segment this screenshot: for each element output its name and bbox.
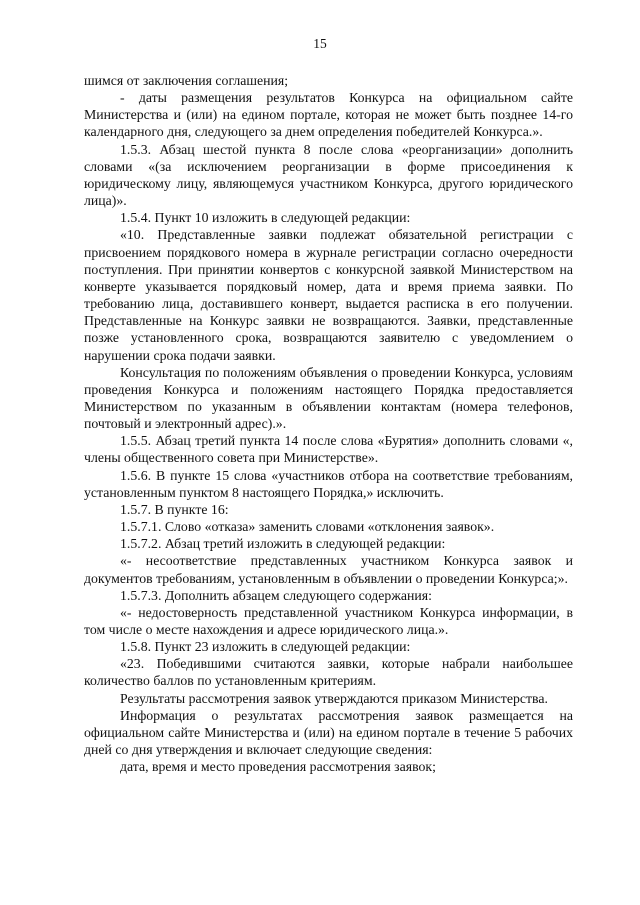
document-body bbox=[84, 72, 573, 775]
paragraph-continuation: шимся от заключения соглашения; bbox=[84, 73, 289, 88]
paragraph: «- недостоверность представленной участником Конкурса информации, в том числе о месте нахождения и адресе юридического лица.». bbox=[84, 604, 573, 637]
paragraph: Информация о результатах рассмотрения заявок размещается на официальном сайте Министерства и (или) на едином портале в течение 5 рабочих дней со дня утверждения и включает следующие сведения: bbox=[84, 707, 573, 758]
paragraph: дата, время и место проведения рассмотрения заявок; bbox=[120, 759, 436, 775]
paragraph: «- несоответствие представленных участником Конкурса заявок и документов требованиям, установленным в объявлении о проведении Конкурса;». bbox=[84, 553, 573, 586]
paragraph: «23. Победившими считаются заявки, которые набрали наибольшее количество баллов по установленным критериям. bbox=[84, 656, 573, 689]
paragraph: 1.5.3. Абзац шестой пункта 8 после слова «реорганизации» дополнить словами «(за исключением реорганизации в форме присоединения к юридическому лицу, являющемуся участником Конкурса, другого юридического лица)». bbox=[84, 141, 573, 209]
paragraph: 1.5.5. Абзац третий пункта 14 после слова «Бурятия» дополнить словами «, члены общественного совета при Министерстве». bbox=[84, 433, 573, 466]
paragraph: Консультация по положениям объявления о проведении Конкурса, условиям проведения Конкурса и положениям настоящего Порядка предоставляется Министерством по указанным в объявлении контактам (номера телефонов, почтовый и электронный адрес).». bbox=[84, 364, 573, 432]
paragraph: «10. Представленные заявки подлежат обязательной регистрации с присвоением порядкового номера в журнале регистрации согласно очередности поступления. При принятии конвертов с конкурсной заявкой Министерством на конверте указывается порядковый номер, дата и время приема заявки. По требованию лица, доставившего конверт, выдается расписка в его получении. Представленные на Конкурс заявки не возвращаются. Заявки, представленные позже установленного срока, возвращаются заявителю с уведомлением о нарушении срока подачи заявки. bbox=[84, 227, 573, 363]
paragraph: 1.5.7. В пункте 16: bbox=[120, 501, 229, 517]
paragraph: 1.5.6. В пункте 15 слова «участников отбора на соответствие требованиям, установленным пунктом 8 настоящего Порядка,» исключить. bbox=[84, 467, 573, 500]
page-number: 15 bbox=[313, 36, 327, 51]
paragraph: 1.5.8. Пункт 23 изложить в следующей редакции: bbox=[120, 639, 411, 655]
paragraph: 1.5.7.3. Дополнить абзацем следующего содержания: bbox=[120, 587, 432, 603]
paragraph: 1.5.4. Пункт 10 изложить в следующей редакции: bbox=[120, 210, 411, 226]
paragraph: 1.5.7.1. Слово «отказа» заменить словами «отклонения заявок». bbox=[120, 519, 495, 535]
paragraph: 1.5.7.2. Абзац третий изложить в следующей редакции: bbox=[120, 536, 446, 552]
paragraph: Результаты рассмотрения заявок утверждаются приказом Министерства. bbox=[120, 690, 548, 706]
paragraph: - даты размещения результатов Конкурса на официальном сайте Министерства и (или) на едином портале, которая не может быть позднее 14-го календарного дня, следующего за днем определения победителей Конкурса.». bbox=[84, 90, 573, 140]
